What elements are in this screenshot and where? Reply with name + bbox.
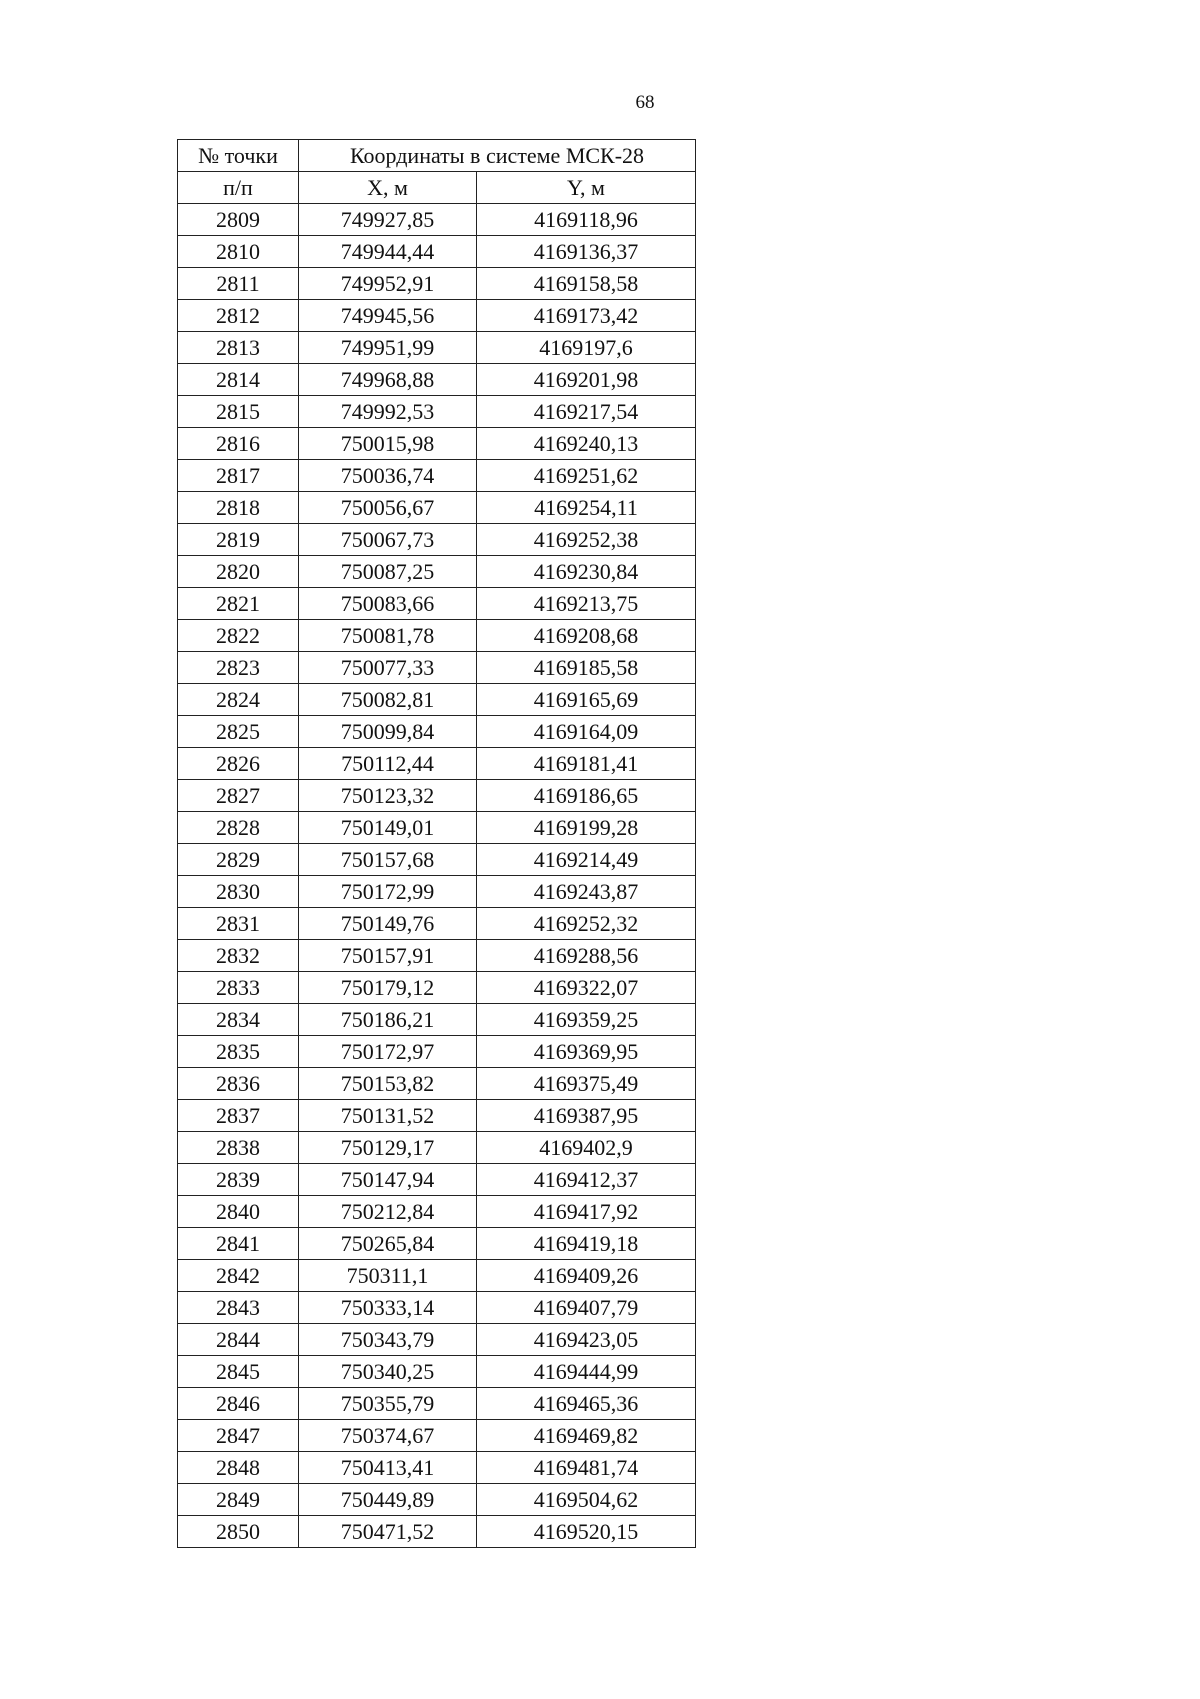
x-coordinate-cell: 750265,84: [299, 1228, 477, 1260]
y-coordinate-cell: 4169288,56: [477, 940, 696, 972]
x-coordinate-cell: 750149,76: [299, 908, 477, 940]
page-number: 68: [635, 92, 655, 113]
y-coordinate-cell: 4169217,54: [477, 396, 696, 428]
point-number-cell: 2812: [178, 300, 299, 332]
x-coordinate-cell: 750343,79: [299, 1324, 477, 1356]
point-number-cell: 2839: [178, 1164, 299, 1196]
x-coordinate-cell: 750333,14: [299, 1292, 477, 1324]
y-coordinate-cell: 4169444,99: [477, 1356, 696, 1388]
x-coordinate-cell: 750340,25: [299, 1356, 477, 1388]
table-row: [178, 1356, 696, 1388]
table-row: [178, 492, 696, 524]
point-number-cell: 2816: [178, 428, 299, 460]
table-row: [178, 1068, 696, 1100]
table-row: [178, 1228, 696, 1260]
y-coordinate-cell: 4169240,13: [477, 428, 696, 460]
header-point-number: № точки: [178, 140, 299, 172]
x-coordinate-cell: 750036,74: [299, 460, 477, 492]
x-coordinate-cell: 749927,85: [299, 204, 477, 236]
y-coordinate-cell: 4169359,25: [477, 1004, 696, 1036]
point-number-cell: 2811: [178, 268, 299, 300]
y-coordinate-cell: 4169164,09: [477, 716, 696, 748]
point-number-cell: 2813: [178, 332, 299, 364]
y-coordinate-cell: 4169214,49: [477, 844, 696, 876]
y-coordinate-cell: 4169252,32: [477, 908, 696, 940]
point-number-cell: 2833: [178, 972, 299, 1004]
y-coordinate-cell: 4169185,58: [477, 652, 696, 684]
point-number-cell: 2820: [178, 556, 299, 588]
table-row: [178, 300, 696, 332]
table-row: [178, 1324, 696, 1356]
x-coordinate-cell: 750099,84: [299, 716, 477, 748]
y-coordinate-cell: 4169243,87: [477, 876, 696, 908]
table-row: [178, 556, 696, 588]
y-coordinate-cell: 4169504,62: [477, 1484, 696, 1516]
y-coordinate-cell: 4169465,36: [477, 1388, 696, 1420]
point-number-cell: 2822: [178, 620, 299, 652]
point-number-cell: 2827: [178, 780, 299, 812]
table-row: [178, 1164, 696, 1196]
y-coordinate-cell: 4169181,41: [477, 748, 696, 780]
header-x: X, м: [299, 172, 477, 204]
point-number-cell: 2819: [178, 524, 299, 556]
x-coordinate-cell: 750067,73: [299, 524, 477, 556]
point-number-cell: 2848: [178, 1452, 299, 1484]
table-row: [178, 876, 696, 908]
table-row: [178, 780, 696, 812]
point-number-cell: 2832: [178, 940, 299, 972]
y-coordinate-cell: 4169173,42: [477, 300, 696, 332]
table-row: [178, 1100, 696, 1132]
header-coordinate-system: Координаты в системе МСК-28: [299, 140, 696, 172]
x-coordinate-cell: 749945,56: [299, 300, 477, 332]
y-coordinate-cell: 4169402,9: [477, 1132, 696, 1164]
x-coordinate-cell: 750077,33: [299, 652, 477, 684]
header-row-1: [178, 140, 696, 172]
table-row: [178, 620, 696, 652]
y-coordinate-cell: 4169407,79: [477, 1292, 696, 1324]
point-number-cell: 2849: [178, 1484, 299, 1516]
header-y: Y, м: [477, 172, 696, 204]
x-coordinate-cell: 749968,88: [299, 364, 477, 396]
y-coordinate-cell: 4169208,68: [477, 620, 696, 652]
table-row: [178, 1420, 696, 1452]
table-row: [178, 1196, 696, 1228]
point-number-cell: 2835: [178, 1036, 299, 1068]
x-coordinate-cell: 750082,81: [299, 684, 477, 716]
table-row: [178, 524, 696, 556]
table-body: [178, 204, 696, 1548]
x-coordinate-cell: 750172,99: [299, 876, 477, 908]
y-coordinate-cell: 4169254,11: [477, 492, 696, 524]
table-row: [178, 1452, 696, 1484]
y-coordinate-cell: 4169387,95: [477, 1100, 696, 1132]
point-number-cell: 2850: [178, 1516, 299, 1548]
x-coordinate-cell: 750129,17: [299, 1132, 477, 1164]
y-coordinate-cell: 4169409,26: [477, 1260, 696, 1292]
point-number-cell: 2810: [178, 236, 299, 268]
point-number-cell: 2841: [178, 1228, 299, 1260]
x-coordinate-cell: 750212,84: [299, 1196, 477, 1228]
point-number-cell: 2821: [178, 588, 299, 620]
x-coordinate-cell: 750179,12: [299, 972, 477, 1004]
x-coordinate-cell: 750081,78: [299, 620, 477, 652]
x-coordinate-cell: 750471,52: [299, 1516, 477, 1548]
point-number-cell: 2824: [178, 684, 299, 716]
y-coordinate-cell: 4169322,07: [477, 972, 696, 1004]
x-coordinate-cell: 750355,79: [299, 1388, 477, 1420]
x-coordinate-cell: 750311,1: [299, 1260, 477, 1292]
point-number-cell: 2823: [178, 652, 299, 684]
table-row: [178, 204, 696, 236]
point-number-cell: 2836: [178, 1068, 299, 1100]
table-row: [178, 428, 696, 460]
table-row: [178, 1132, 696, 1164]
table-header: [178, 140, 696, 204]
point-number-cell: 2831: [178, 908, 299, 940]
y-coordinate-cell: 4169230,84: [477, 556, 696, 588]
point-number-cell: 2818: [178, 492, 299, 524]
table-row: [178, 364, 696, 396]
coordinates-table: [177, 139, 696, 1548]
header-point-number-subtitle: п/п: [178, 172, 299, 204]
point-number-cell: 2840: [178, 1196, 299, 1228]
table-row: [178, 844, 696, 876]
y-coordinate-cell: 4169213,75: [477, 588, 696, 620]
y-coordinate-cell: 4169201,98: [477, 364, 696, 396]
table-row: [178, 1292, 696, 1324]
x-coordinate-cell: 750083,66: [299, 588, 477, 620]
x-coordinate-cell: 750172,97: [299, 1036, 477, 1068]
point-number-cell: 2829: [178, 844, 299, 876]
y-coordinate-cell: 4169417,92: [477, 1196, 696, 1228]
table-row: [178, 972, 696, 1004]
x-coordinate-cell: 749951,99: [299, 332, 477, 364]
x-coordinate-cell: 750123,32: [299, 780, 477, 812]
point-number-cell: 2817: [178, 460, 299, 492]
x-coordinate-cell: 750413,41: [299, 1452, 477, 1484]
x-coordinate-cell: 750449,89: [299, 1484, 477, 1516]
x-coordinate-cell: 750157,68: [299, 844, 477, 876]
y-coordinate-cell: 4169419,18: [477, 1228, 696, 1260]
y-coordinate-cell: 4169469,82: [477, 1420, 696, 1452]
y-coordinate-cell: 4169118,96: [477, 204, 696, 236]
y-coordinate-cell: 4169136,37: [477, 236, 696, 268]
x-coordinate-cell: 750153,82: [299, 1068, 477, 1100]
point-number-cell: 2842: [178, 1260, 299, 1292]
point-number-cell: 2847: [178, 1420, 299, 1452]
x-coordinate-cell: 749992,53: [299, 396, 477, 428]
x-coordinate-cell: 749952,91: [299, 268, 477, 300]
y-coordinate-cell: 4169252,38: [477, 524, 696, 556]
x-coordinate-cell: 750157,91: [299, 940, 477, 972]
y-coordinate-cell: 4169158,58: [477, 268, 696, 300]
table-row: [178, 716, 696, 748]
x-coordinate-cell: 750087,25: [299, 556, 477, 588]
y-coordinate-cell: 4169251,62: [477, 460, 696, 492]
y-coordinate-cell: 4169412,37: [477, 1164, 696, 1196]
x-coordinate-cell: 750015,98: [299, 428, 477, 460]
table-row: [178, 1484, 696, 1516]
table-row: [178, 1260, 696, 1292]
point-number-cell: 2825: [178, 716, 299, 748]
table-row: [178, 908, 696, 940]
table-row: [178, 1516, 696, 1548]
x-coordinate-cell: 750147,94: [299, 1164, 477, 1196]
y-coordinate-cell: 4169186,65: [477, 780, 696, 812]
point-number-cell: 2809: [178, 204, 299, 236]
y-coordinate-cell: 4169481,74: [477, 1452, 696, 1484]
point-number-cell: 2834: [178, 1004, 299, 1036]
y-coordinate-cell: 4169197,6: [477, 332, 696, 364]
table-row: [178, 652, 696, 684]
table-row: [178, 1036, 696, 1068]
y-coordinate-cell: 4169369,95: [477, 1036, 696, 1068]
point-number-cell: 2828: [178, 812, 299, 844]
point-number-cell: 2838: [178, 1132, 299, 1164]
table-row: [178, 236, 696, 268]
point-number-cell: 2837: [178, 1100, 299, 1132]
y-coordinate-cell: 4169199,28: [477, 812, 696, 844]
y-coordinate-cell: 4169165,69: [477, 684, 696, 716]
table-row: [178, 268, 696, 300]
point-number-cell: 2814: [178, 364, 299, 396]
table-row: [178, 748, 696, 780]
table-row: [178, 1388, 696, 1420]
x-coordinate-cell: 750149,01: [299, 812, 477, 844]
table-row: [178, 460, 696, 492]
x-coordinate-cell: 749944,44: [299, 236, 477, 268]
point-number-cell: 2846: [178, 1388, 299, 1420]
table-row: [178, 940, 696, 972]
table-row: [178, 684, 696, 716]
table-row: [178, 812, 696, 844]
point-number-cell: 2843: [178, 1292, 299, 1324]
point-number-cell: 2844: [178, 1324, 299, 1356]
y-coordinate-cell: 4169375,49: [477, 1068, 696, 1100]
y-coordinate-cell: 4169423,05: [477, 1324, 696, 1356]
point-number-cell: 2815: [178, 396, 299, 428]
table-row: [178, 1004, 696, 1036]
x-coordinate-cell: 750131,52: [299, 1100, 477, 1132]
x-coordinate-cell: 750186,21: [299, 1004, 477, 1036]
x-coordinate-cell: 750056,67: [299, 492, 477, 524]
y-coordinate-cell: 4169520,15: [477, 1516, 696, 1548]
x-coordinate-cell: 750112,44: [299, 748, 477, 780]
point-number-cell: 2845: [178, 1356, 299, 1388]
point-number-cell: 2826: [178, 748, 299, 780]
table-row: [178, 396, 696, 428]
table-row: [178, 332, 696, 364]
header-row-2: [178, 172, 696, 204]
point-number-cell: 2830: [178, 876, 299, 908]
x-coordinate-cell: 750374,67: [299, 1420, 477, 1452]
table-row: [178, 588, 696, 620]
